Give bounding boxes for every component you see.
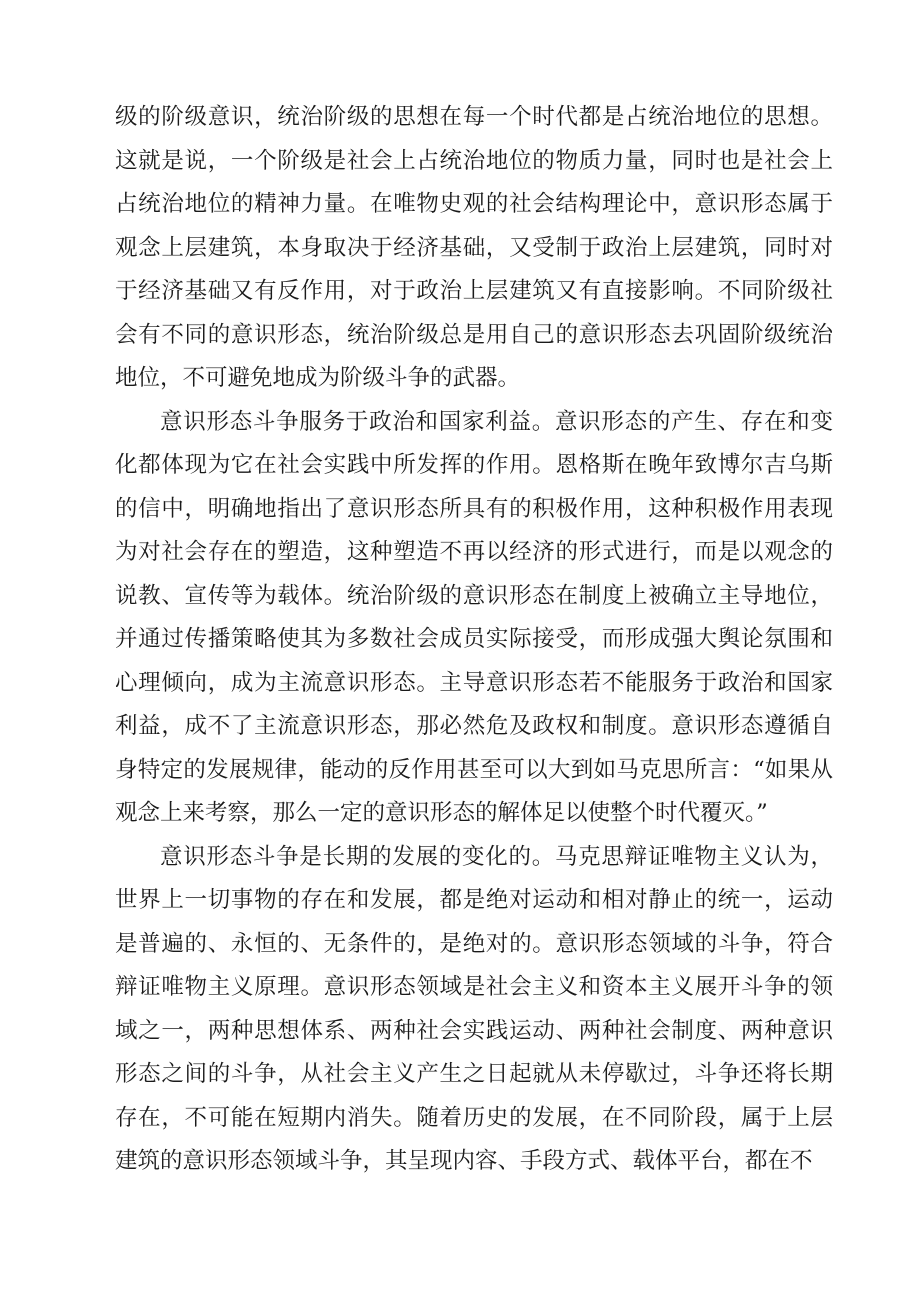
- paragraph-ideology-serves-politics: 意识形态斗争服务于政治和国家利益。意识形态的产生、存在和变化都体现为它在社会实践中所发挥的作用。恩格斯在晚年致博尔吉乌斯的信中，明确地指出了意识形态所具有的积极作用，这种积极作用表现为对社会存在的塑造，这种塑造不再以经济的形式进行，而是以观念的说教、宣传等为载体。统治阶级的意识形态在制度上被确立主导地位，并通过传播策略使其为多数社会成员实际接受，而形成强大舆论氛围和心理倾向，成为主流意识形态。主导意识形态若不能服务于政治和国家利益，成不了主流意识形态，那必然危及政权和制度。意识形态遵循自身特定的发展规律，能动的反作用甚至可以大到如马克思所言：“如果从观念上来考察，那么一定的意识形态的解体足以使整个时代覆灭。”: [115, 408, 833, 826]
- body-text: [115, 96, 833, 1184]
- paragraph-ideology-long-term: 意识形态斗争是长期的发展的变化的。马克思辩证唯物主义认为，世界上一切事物的存在和发展，都是绝对运动和相对静止的统一，运动是普遍的、永恒的、无条件的，是绝对的。意识形态领域的斗争，符合辩证唯物主义原理。意识形态领域是社会主义和资本主义展开斗争的领域之一，两种思想体系、两种社会实践运动、两种社会制度、两种意识形态之间的斗争，从社会主义产生之日起就从未停歇过，斗争还将长期存在，不可能在短期内消失。随着历史的发展，在不同阶段，属于上层建筑的意识形态领域斗争，其呈现内容、手段方式、载体平台，都在不: [115, 843, 833, 1174]
- paragraph-continued: 级的阶级意识，统治阶级的思想在每一个时代都是占统治地位的思想。这就是说，一个阶级是社会上占统治地位的物质力量，同时也是社会上占统治地位的精神力量。在唯物史观的社会结构理论中，意识形态属于观念上层建筑，本身取决于经济基础，又受制于政治上层建筑，同时对于经济基础又有反作用，对于政治上层建筑又有直接影响。不同阶级社会有不同的意识形态，统治阶级总是用自己的意识形态去巩固阶级统治地位，不可避免地成为阶级斗争的武器。: [115, 104, 833, 391]
